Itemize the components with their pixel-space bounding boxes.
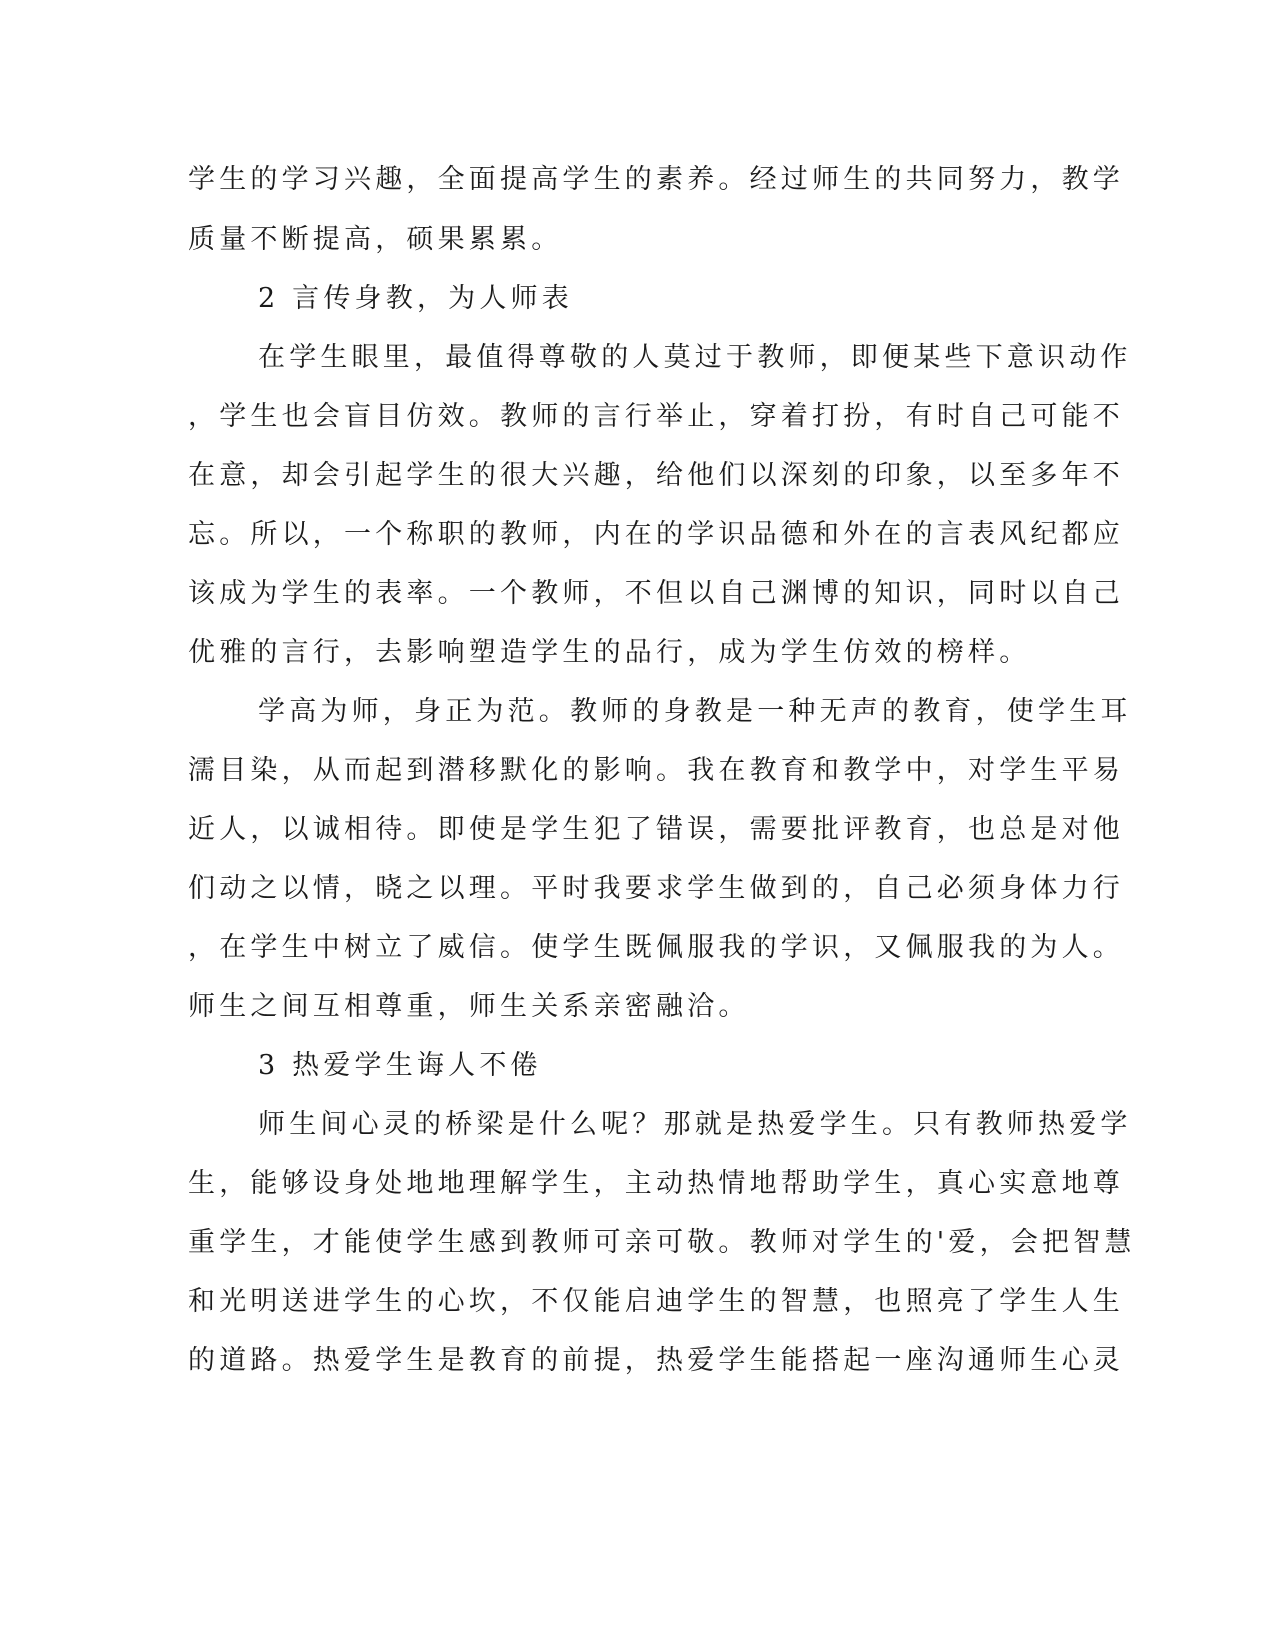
text-line: 近人，以诚相待。即使是学生犯了错误，需要批评教育，也总是对他 (188, 814, 1124, 845)
text-line: 重学生，才能使学生感到教师可亲可敬。教师对学生的'爱，会把智慧 (188, 1227, 1136, 1258)
text-line: 优雅的言行，去影响塑造学生的品行，成为学生仿效的榜样。 (188, 637, 1031, 668)
text-line: ，在学生中树立了威信。使学生既佩服我的学识，又佩服我的为人。 (188, 932, 1124, 963)
section-heading: 3 热爱学生诲人不倦 (258, 1050, 542, 1081)
text-line: 的道路。热爱学生是教育的前提，热爱学生能搭起一座沟通师生心灵 (188, 1345, 1124, 1376)
text-line: 在意，却会引起学生的很大兴趣，给他们以深刻的印象，以至多年不 (188, 460, 1124, 491)
section-heading: 2 言传身教，为人师表 (258, 283, 573, 314)
text-line: 在学生眼里，最值得尊敬的人莫过于教师，即便某些下意识动作 (258, 342, 1132, 373)
text-line: 濡目染，从而起到潜移默化的影响。我在教育和教学中，对学生平易 (188, 755, 1124, 786)
text-line: 和光明送进学生的心坎，不仅能启迪学生的智慧，也照亮了学生人生 (188, 1286, 1124, 1317)
text-line: 师生之间互相尊重，师生关系亲密融洽。 (188, 991, 750, 1022)
text-line: 们动之以情，晓之以理。平时我要求学生做到的，自己必须身体力行 (188, 873, 1124, 904)
text-line: ，学生也会盲目仿效。教师的言行举止，穿着打扮，有时自己可能不 (188, 401, 1124, 432)
text-line: 质量不断提高，硕果累累。 (188, 224, 563, 255)
text-line: 师生间心灵的桥梁是什么呢？那就是热爱学生。只有教师热爱学 (258, 1109, 1132, 1140)
text-line: 该成为学生的表率。一个教师，不但以自己渊博的知识，同时以自己 (188, 578, 1124, 609)
text-line: 生，能够设身处地地理解学生，主动热情地帮助学生，真心实意地尊 (188, 1168, 1124, 1199)
text-line: 学生的学习兴趣，全面提高学生的素养。经过师生的共同努力，教学 (188, 164, 1124, 195)
text-line: 学高为师，身正为范。教师的身教是一种无声的教育，使学生耳 (258, 696, 1132, 727)
text-line: 忘。所以，一个称职的教师，内在的学识品德和外在的言表风纪都应 (188, 519, 1124, 550)
